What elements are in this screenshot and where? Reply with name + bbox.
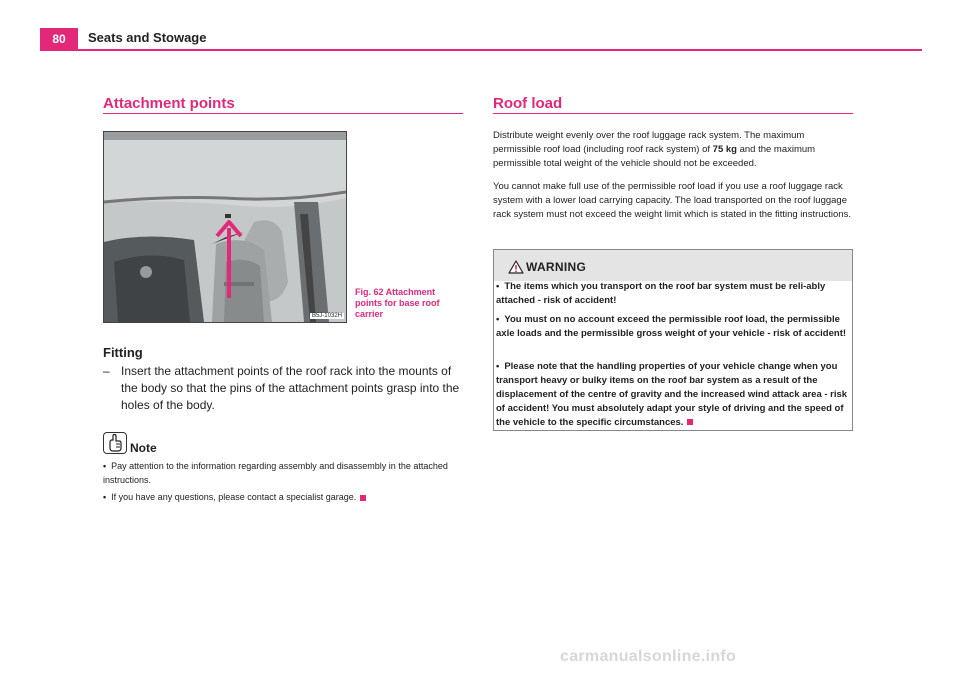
section-title-attachment-points: Attachment points bbox=[103, 95, 235, 112]
warning-item-text: The items which you transport on the roof bar system must be reli-ably attached - risk of accident! bbox=[496, 281, 826, 306]
step-dash: – bbox=[103, 364, 110, 378]
warning-item bbox=[496, 313, 848, 341]
car-interior-illustration bbox=[104, 132, 346, 322]
fitting-title: Fitting bbox=[103, 345, 143, 360]
bullet: • bbox=[496, 281, 500, 292]
warning-triangle-icon bbox=[508, 260, 524, 279]
paragraph-text: and the maximum permissible total weight of the vehicle should not be exceeded. bbox=[493, 144, 816, 169]
running-title: Seats and Stowage bbox=[88, 30, 207, 45]
warning-item bbox=[496, 280, 848, 308]
bullet: • bbox=[103, 492, 107, 502]
note-item bbox=[103, 459, 465, 487]
fitting-step-text: Insert the attachment points of the roof rack into the mounts of the body so that the pins of the attachment points grasp into the holes of the body. bbox=[121, 364, 460, 412]
section-rule-left bbox=[103, 113, 463, 114]
roof-load-paragraph-1 bbox=[493, 129, 855, 171]
paragraph-text: Distribute weight evenly over the roof luggage rack system. The maximum permissible roof load (including roof rack system) of bbox=[493, 130, 805, 155]
note-item-text: Pay attention to the information regarding assembly and disassembly in the attached instructions. bbox=[103, 461, 448, 485]
section-end-mark bbox=[687, 419, 693, 425]
watermark: carmanualsonline.info bbox=[560, 648, 737, 665]
section-rule-right bbox=[493, 113, 853, 114]
header-rule bbox=[40, 49, 922, 51]
page-number: 80 bbox=[40, 28, 78, 50]
note-item-text: If you have any questions, please contact a specialist garage. bbox=[111, 492, 357, 502]
figure-code: B5J-1032H bbox=[311, 313, 342, 319]
roof-load-paragraph-2: You cannot make full use of the permissible roof load if you use a roof luggage rack system with a lower load carrying capacity. The load transported on the roof luggage rack system must not exceed the weight limit which is stated in the fitting instructions. bbox=[493, 181, 851, 220]
warning-box bbox=[493, 249, 853, 431]
section-title-roof-load: Roof load bbox=[493, 95, 563, 112]
warning-item-text: You must on no account exceed the permissible roof load, the permissible axle loads and the permissible gross weight of your vehicle - risk of accident! bbox=[496, 314, 847, 339]
note-item bbox=[103, 490, 465, 504]
bullet: • bbox=[103, 461, 107, 471]
warning-title: WARNING bbox=[526, 260, 587, 274]
fitting-step bbox=[103, 363, 463, 414]
warning-item bbox=[496, 360, 848, 430]
max-roof-load-value: 75 kg bbox=[712, 144, 737, 155]
section-end-mark bbox=[360, 495, 366, 501]
bullet: • bbox=[496, 314, 500, 325]
note-hand-icon bbox=[103, 432, 127, 454]
warning-item-text: Please note that the handling properties of your vehicle change when you transport heavy or bulky items on the roof bar system as a result of the displacement of the centre of gravity and the increased wind attack area - risk of accident! You must absolutely adapt your style of driving and the speed of the vehicle to the specific circumstances. bbox=[496, 361, 848, 428]
figure-caption: Fig. 62 Attachment points for base roof carrier bbox=[355, 287, 440, 319]
figure-attachment-points bbox=[103, 131, 347, 323]
note-title: Note bbox=[130, 441, 157, 455]
bullet: • bbox=[496, 361, 500, 372]
